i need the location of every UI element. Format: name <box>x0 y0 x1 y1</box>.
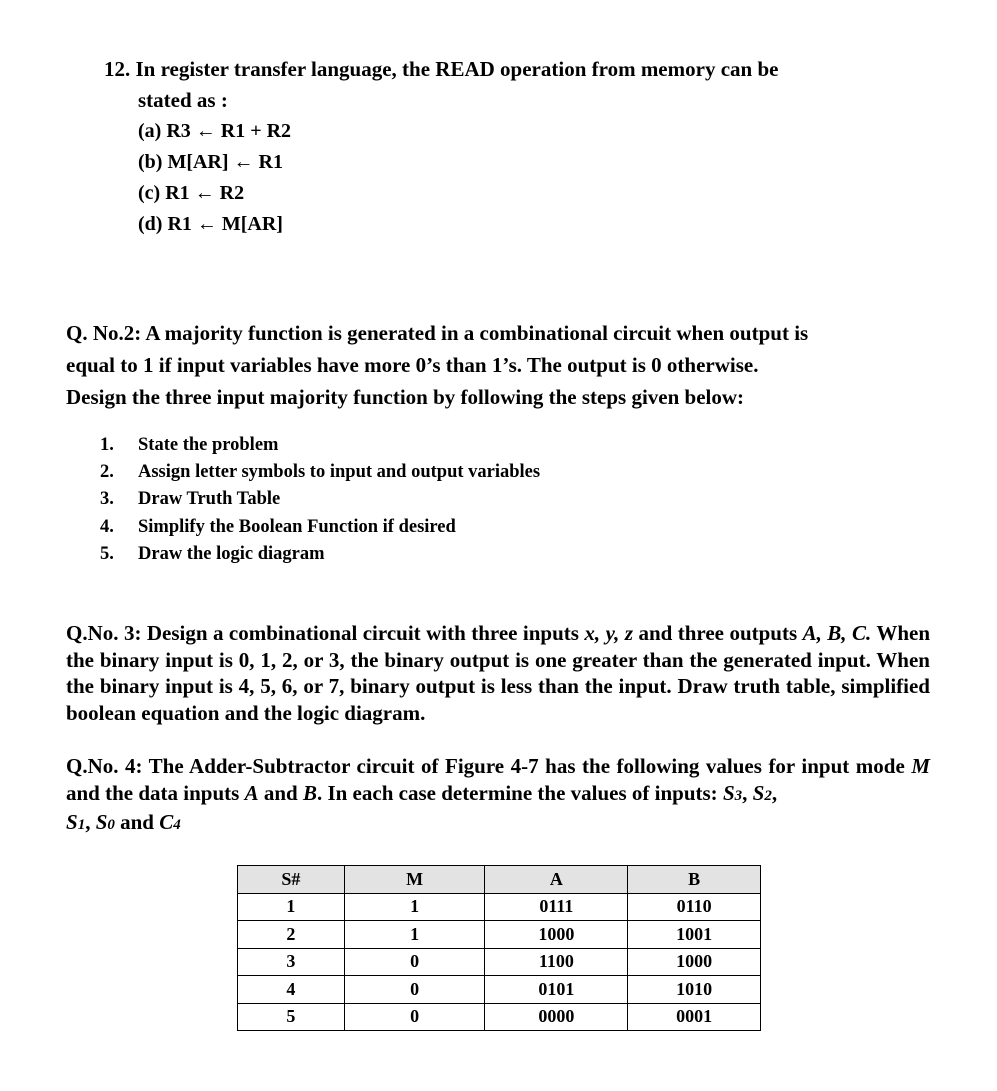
column-header: B <box>628 866 761 894</box>
q2-step-text: Draw the logic diagram <box>138 543 325 564</box>
q4-var-s1: S <box>66 810 78 834</box>
table-cell: 0111 <box>485 893 628 921</box>
q3-input-vars: x, y, z <box>584 621 633 645</box>
q2-step <box>100 514 540 541</box>
table-cell: 1000 <box>485 921 628 949</box>
table-cell: 4 <box>238 976 345 1004</box>
q4-sub-4: 4 <box>173 817 181 833</box>
table-cell: 5 <box>238 1003 345 1031</box>
q4-var-s2: S <box>752 780 765 805</box>
q2-steps-list <box>100 432 540 568</box>
table-cell: 1100 <box>485 948 628 976</box>
table-cell: 0 <box>344 1003 485 1031</box>
table-row <box>238 893 761 921</box>
q2-step <box>100 486 540 513</box>
q12-option-b: (b) M[AR] ← R1 <box>138 151 283 173</box>
column-header: A <box>485 866 628 894</box>
table-cell: 1 <box>238 893 345 921</box>
q12-option-d: (d) R1 ← M[AR] <box>138 213 283 235</box>
q2-step-text: State the problem <box>138 435 279 455</box>
q3-text-mid: and three outputs <box>633 621 803 645</box>
q2-step-number: 4. <box>100 516 114 537</box>
q4-var-m: M <box>911 754 930 778</box>
q2-paragraph <box>66 317 930 413</box>
q2-step-number: 1. <box>100 435 114 455</box>
table-cell: 1 <box>344 893 485 921</box>
q2-step-text: Draw Truth Table <box>138 489 281 510</box>
q2-line-3: Design the three input majority function by following the steps given below: <box>66 385 745 409</box>
q3-paragraph <box>66 620 930 726</box>
q2-line-1: Q. No.2: A majority function is generated in a combinational circuit when output is <box>66 321 809 345</box>
table-cell: 0101 <box>485 976 628 1004</box>
q4-var-b: B <box>302 780 317 805</box>
q2-step <box>100 432 540 459</box>
table-row <box>238 948 761 976</box>
q3-output-var-c: C. <box>852 621 872 645</box>
table-cell: 0 <box>344 976 485 1004</box>
q4-comma: , <box>742 780 753 805</box>
q3-text-rest: When the binary input is 0, 1, 2, or 3, the binary output is one greater than the generated input. When the binary input is 4, 5, 6, or 7, binary output is less than the input. Draw truth table, simplified boolean equation and the logic diagram. <box>66 621 931 725</box>
q2-step-number: 3. <box>100 489 114 510</box>
table-cell: 3 <box>238 948 345 976</box>
table-cell: 0000 <box>485 1003 628 1031</box>
table-row <box>238 976 761 1004</box>
table-cell: 0001 <box>628 1003 761 1031</box>
q2-line-2: equal to 1 if input variables have more 0’s than 1’s. The output is 0 otherwise. <box>66 353 759 377</box>
q4-text-and2: and <box>114 810 160 834</box>
q3-text-prefix: Q.No. 3: Design a combinational circuit with three inputs <box>66 621 585 645</box>
q4-text-and: and <box>258 780 303 805</box>
column-header: M <box>344 866 485 894</box>
q4-sub-1: 1 <box>77 817 86 833</box>
table-cell: 0110 <box>628 893 761 921</box>
table-row <box>238 921 761 949</box>
q4-var-a: A <box>244 780 259 805</box>
q4-comma: , <box>85 810 96 834</box>
q2-step <box>100 459 540 486</box>
table-row <box>238 1003 761 1031</box>
q4-text-mid1: and the data inputs <box>66 780 245 805</box>
q4-paragraph <box>66 753 930 839</box>
table-cell: 1010 <box>628 976 761 1004</box>
q4-sub-3: 3 <box>734 787 743 804</box>
q2-step-number: 2. <box>100 462 114 483</box>
q4-var-s0: S <box>95 810 108 834</box>
q4-sub-2: 2 <box>764 787 772 804</box>
q3-output-vars: A, B, <box>802 621 847 645</box>
q4-comma: , <box>771 780 778 805</box>
table-header-row <box>238 866 761 894</box>
column-header: S# <box>238 866 345 894</box>
q4-var-s3: S <box>722 780 735 805</box>
q2-step <box>100 541 540 568</box>
q12-option-a: (a) R3 ← R1 + R2 <box>138 120 292 142</box>
q4-var-c4: C <box>159 810 174 834</box>
q4-text-mid2: . In each case determine the values of inputs: <box>316 780 723 805</box>
table-cell: 1001 <box>628 921 761 949</box>
table-cell: 0 <box>344 948 485 976</box>
q12-heading: 12. In register transfer language, the READ operation from memory can be <box>104 57 779 81</box>
q2-step-number: 5. <box>100 543 114 564</box>
q4-sub-0: 0 <box>107 817 115 833</box>
q2-step-text: Simplify the Boolean Function if desired <box>138 516 456 537</box>
table-cell: 1000 <box>628 948 761 976</box>
q4-text-prefix: Q.No. 4: The Adder-Subtractor circuit of Figure 4-7 has the following values for input mode <box>66 754 912 778</box>
q12-heading-continued: stated as : <box>138 88 228 112</box>
q4-values-table <box>237 865 761 1031</box>
table-cell: 2 <box>238 921 345 949</box>
q2-step-text: Assign letter symbols to input and output variables <box>138 462 541 483</box>
table-cell: 1 <box>344 921 485 949</box>
q12-option-c: (c) R1 ← R2 <box>138 182 245 204</box>
